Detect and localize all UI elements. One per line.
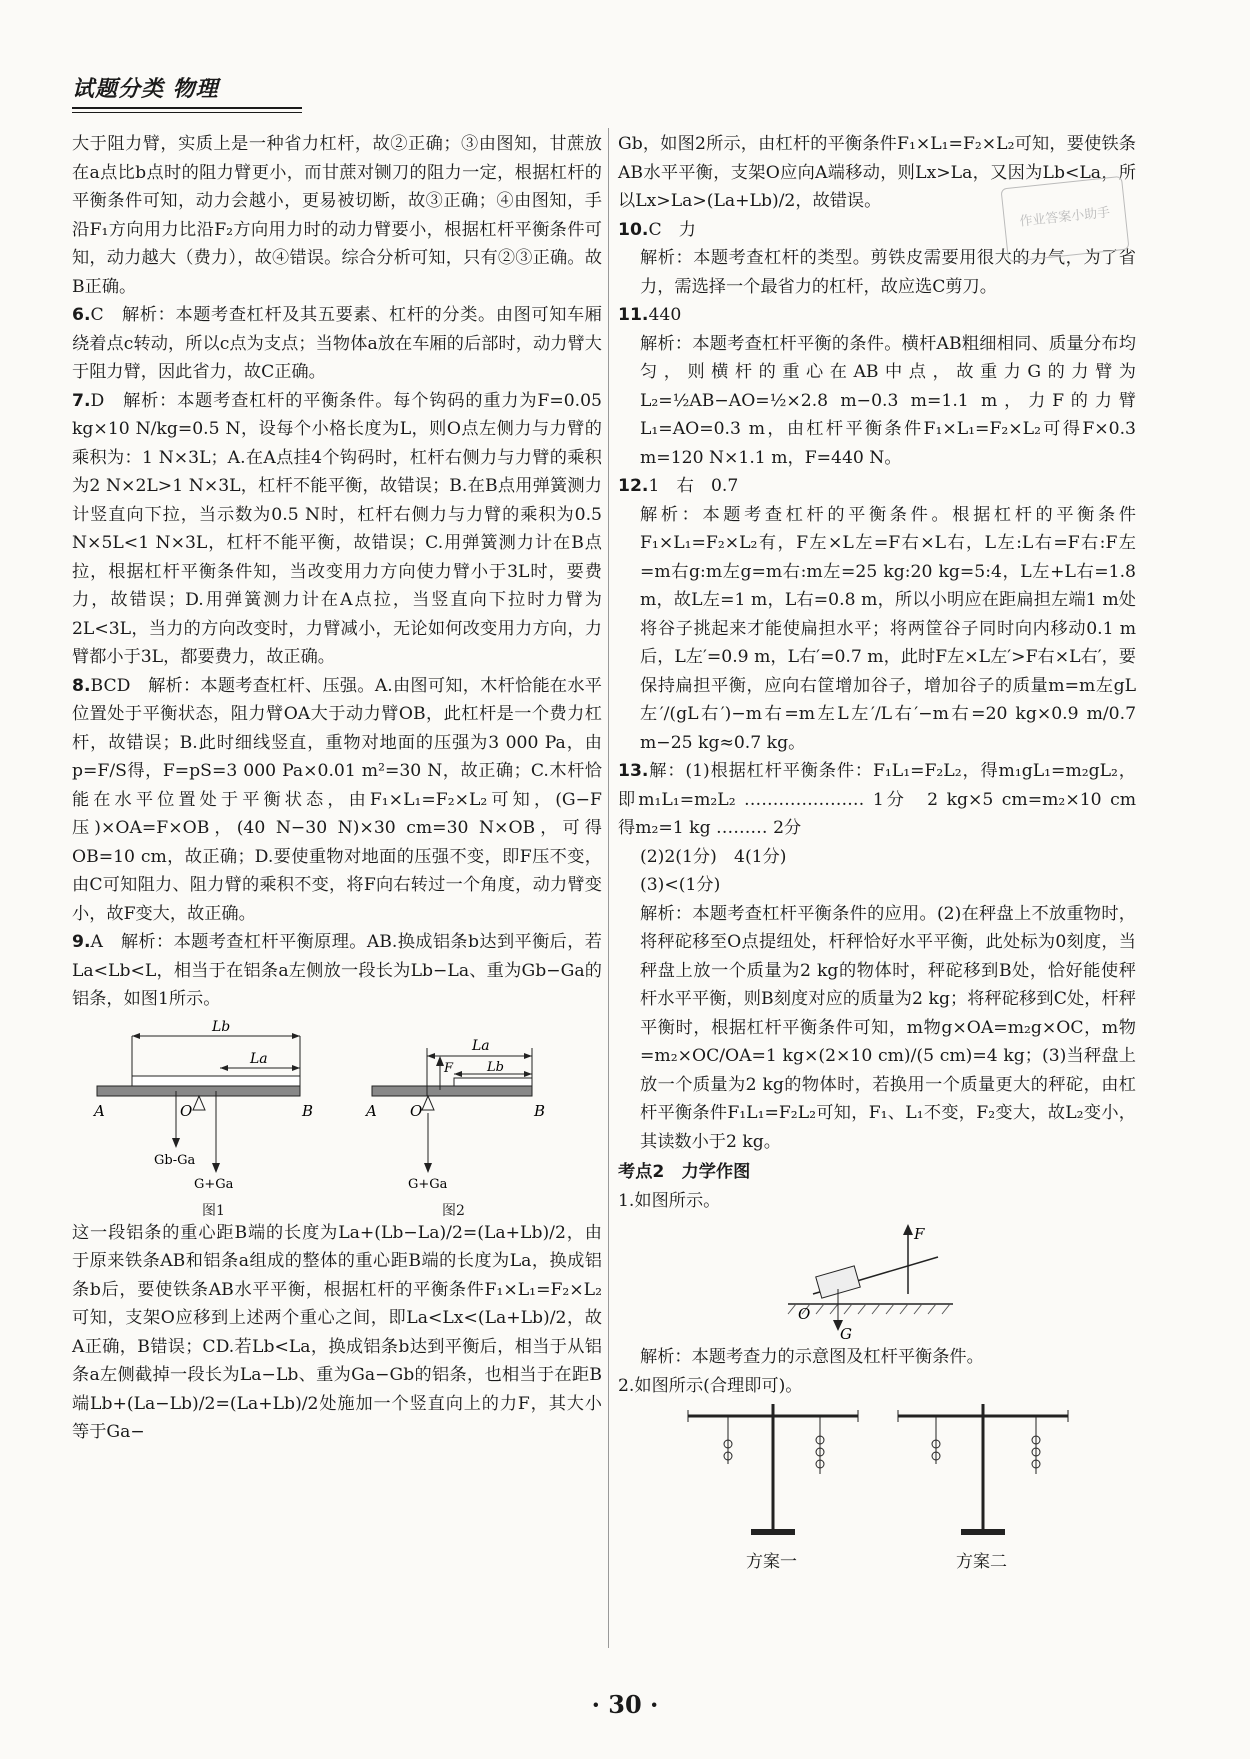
- question-13: [618, 757, 1154, 843]
- corner-stamp: 作业答案小助手: [1000, 176, 1129, 262]
- question-number: 11.: [618, 305, 649, 325]
- figure-2: [364, 1038, 545, 1192]
- fig2-b-label: B: [534, 1101, 546, 1120]
- question-text: 440: [648, 305, 682, 325]
- question-text: D 解析：本题考查杠杆的平衡条件。每个钩码的重力为F=0.05 kg×10 N/kg=0.5 N，设每个小格长度为L，则O点左侧力与力臂的乘积为：1 N×3L；A.在A点挂4个钩码时，杠杆右侧力与力臂的乘积为2 N×2L>1 N×3L，杠杆不能平衡，故错误；B.在B点用弹簧测力计竖直向下拉，当示数为0.5 N时，杠杆右侧力与力臂的乘积为0.5 N×5L<1 N×3L，杠杆不能平衡，故错误；C.用弹簧测力计在B点拉，根据杠杆平衡条件知，当改变用力方向使力臂小于3L时，要费力，故错误；D.用弹簧测力计在A点拉，当竖直向下拉时力臂为2L<3L，当力的方向改变时，力臂减小，无论如何改变用力方向，力臂都小于3L，都要费力，故正确。: [72, 390, 602, 667]
- question-number: 8.: [72, 675, 91, 696]
- lever-figures-1-2: [72, 1018, 592, 1193]
- page-header: [72, 72, 302, 113]
- header-title: 试题分类 物理: [72, 77, 219, 102]
- fig2-caption: 图2: [442, 1202, 465, 1219]
- fig2-lb-label: Lb: [487, 1059, 504, 1075]
- analysis: 解析：本题考查力的示意图及杠杆平衡条件。: [640, 1347, 984, 1367]
- force-g-label: G: [840, 1325, 852, 1339]
- figure-captions: [72, 1197, 602, 1219]
- fig1-lb-label: Lb: [212, 1018, 231, 1035]
- question-9: [72, 928, 602, 1014]
- question-text: C 解析：本题考查杠杆及其五要素、杠杆的分类。由图可知车厢绕着点c转动，所以c点为支点；当物体a放在车厢的后部时，动力臂大于阻力臂，因此省力，故C正确。: [72, 305, 602, 382]
- question-text: 解：(1)根据杠杆平衡条件：F₁L₁=F₂L₂，得m₁gL₁=m₂gL₂，即m₁L₁=m₂L₂ ………………… 1分 2 kg×5 cm=m₂×10 cm 得m₂=1 kg ……… 2分: [618, 761, 1154, 838]
- question-number: 12.: [618, 476, 649, 496]
- question-number: 13.: [618, 761, 649, 781]
- fig1-gb-ga-label: Gb-Ga: [154, 1152, 196, 1168]
- fig2-o-label: O: [410, 1101, 423, 1120]
- fig2-g-ga-label: G+Ga: [408, 1176, 448, 1192]
- fig1-la-label: La: [250, 1050, 268, 1067]
- balance-schemes: [618, 1404, 1128, 1544]
- section2-q1: 1.如图所示。: [618, 1190, 721, 1211]
- fig2-a-label: A: [366, 1101, 377, 1120]
- analysis: 解析：本题考查杠杆的类型。剪铁皮需要用很大的力气，为了省力，需选择一个最省力的杠杆，故应选C剪刀。: [640, 248, 1136, 297]
- plan2-caption: 方案二: [956, 1552, 1007, 1572]
- fig1-g-ga-label: G+Ga: [194, 1176, 234, 1192]
- analysis: 解析：本题考查杠杆平衡的条件。横杆AB粗细相同、质量分布均匀，则横杆的重心在AB中点，故重力G的力臂为L₂=½AB−AO=½×2.8 m−0.3 m=1.1 m，力F的力臂L₁=AO=0.3 m，由杠杆平衡条件F₁×L₁=F₂×L₂可得F×0.3 m=120 N×1.1 m，F=440 N。: [640, 333, 1136, 468]
- paragraph: 大于阻力臂，实质上是一种省力杠杆，故②正确；③由图知，甘蔗放在a点比b点时的阻力臂更小，而甘蔗对铡刀的阻力一定，根据杠杆的平衡条件可知，动力会越小，更易被切断，故③正确；④由图知，手沿F₁方向用力比沿F₂方向用力时的动力臂要小，根据杠杆平衡条件可知，动力越大（费力），故④错误。综合分析可知，只有②③正确。故B正确。: [72, 134, 602, 297]
- question-11: [618, 301, 1136, 330]
- question-number: 7.: [72, 390, 91, 411]
- page-number: · 30 ·: [591, 1690, 659, 1719]
- force-f-label: F: [914, 1225, 925, 1243]
- fig1-o-label: O: [180, 1101, 193, 1120]
- plan1-caption: 方案一: [746, 1552, 797, 1572]
- fig1-caption: 图1: [202, 1202, 225, 1219]
- question-text: 1 右 0.7: [648, 476, 739, 496]
- analysis: 解析：本题考查杠杆的平衡条件。根据杠杆的平衡条件F₁×L₁=F₂×L₂有，F左×L左=F右×L右，L左:L右=F右:F左=m右g:m左g=m右:m左=25 kg:20 kg=5:4，L左+L右=1.8 m，故L左=1 m，L右=0.8 m，所以小明应在距扁担左端1 m处将谷子挑起来才能使扁担水平；将两筐谷子同时向内移动0.1 m后，L左′=0.9 m，L右′=0.7 m，此时F左×L左′>F右×L右′，要保持扁担平衡，应向右筐增加谷子，增加谷子的质量m=m左gL左′/(gL右′)−m右=m左L左′/L右′−m右=20 kg×0.9 m/0.7 m−25 kg≈0.7 kg。: [640, 504, 1136, 753]
- paragraph: Gb，如图2所示，由杠杆的平衡条件F₁×L₁=F₂×L₂可知，要使铁条AB水平平衡，支架O应向A端移动，则Lx>La，又因为Lb<La，所以Lx>La>(La+Lb)/2，故错误。: [618, 134, 1136, 211]
- force-diagram: [618, 1219, 1128, 1339]
- question-number: 9.: [72, 932, 91, 952]
- pivot-o-label: O: [798, 1305, 811, 1323]
- left-column: [72, 130, 602, 1447]
- paragraph: 这一段铝条的重心距B端的长度为La+(Lb−La)/2=(La+Lb)/2，由于原来铁条AB和铝条a组成的整体的重心距B端的长度为La，换成铝条b后，要使铁条AB水平平衡，根据杠杆的平衡条件F₁×L₁=F₂×L₂可知，支架O应移到上述两个重心之间，即La<Lx<(La+Lb)/2，故A正确，B错误；CD.若Lb<La，换成铝条b达到平衡后，相当于从铝条a左侧截掉一段长为La−Lb、重为Ga−Gb的铝条，也相当于在距B端Lb+(La−Lb)/2=(La+Lb)/2处施加一个竖直向上的力F，其大小等于Ga−: [72, 1222, 602, 1442]
- section2-q2: 2.如图所示(合理即可)。: [618, 1375, 803, 1396]
- analysis: 解析：本题考查杠杆平衡条件的应用。(2)在秤盘上不放重物时，将秤砣移至O点提纽处，杆秤恰好水平平衡，此处标为0刻度，当秤盘上放一个质量为2 kg的物体时，秤砣移到B处，恰好能使秤杆水平平衡，则B刻度对应的质量为2 kg；将秤砣移到C处，杆秤平衡时，根据杠杆平衡条件可知，m物g×OA=m₂g×OC，m物=m₂×OC/OA=1 kg×(2×10 cm)/(5 cm)=4 kg；(3)当秤盘上放一个质量为2 kg的物体时，若换用一个质量更大的秤砣，由杠杆平衡条件F₁L₁=F₂L₂可知，F₁、L₁不变，F₂变大，故L₂变小，其读数小于2 kg。: [640, 903, 1136, 1152]
- right-column: [618, 130, 1154, 1572]
- answer-part-3: (3)<(1分): [640, 875, 721, 895]
- question-12: [618, 472, 1136, 501]
- header-rule-thin: [72, 112, 302, 113]
- fig1-a-label: A: [94, 1101, 105, 1120]
- header-rule: [72, 107, 302, 109]
- section-title: 考点2 力学作图: [618, 1162, 751, 1182]
- question-8: [72, 672, 602, 929]
- fig2-f-label: F: [444, 1060, 454, 1076]
- fig1-b-label: B: [302, 1101, 314, 1120]
- column-divider: [608, 128, 609, 1648]
- question-6: [72, 301, 602, 387]
- answer-part-2: (2)2(1分) 4(1分): [640, 846, 787, 867]
- question-number: 6.: [72, 305, 91, 325]
- fig2-la-label: La: [472, 1037, 490, 1054]
- figure-1: [92, 1019, 313, 1192]
- question-number: 10.: [618, 219, 649, 240]
- scheme-1: [688, 1404, 858, 1535]
- question-text: C 力: [648, 219, 696, 240]
- scheme-captions: [618, 1548, 1136, 1572]
- question-text: A 解析：本题考查杠杆平衡原理。AB.换成铝条b达到平衡后，若La<Lb<L，相当于在铝条a左侧放一段长为Lb−La、重为Gb−Ga的铝条，如图1所示。: [72, 932, 602, 1009]
- question-7: [72, 387, 602, 672]
- question-text: BCD 解析：本题考查杠杆、压强。A.由图可知，木杆恰能在水平位置处于平衡状态，阻力臂OA大于动力臂OB，此杠杆是一个费力杠杆，故错误；B.此时细线竖直，重物对地面的压强为3 000 Pa，由p=F/S得，F=pS=3 000 Pa×0.01 m²=30 N，故正确；C.木杆恰能在水平位置处于平衡状态，由F₁×L₁=F₂×L₂可知，(G−F压)×OA=F×OB，(40 N−30 N)×30 cm=30 N×OB，可得OB=10 cm，故正确；D.要使重物对地面的压强不变，即F压不变，由C可知阻力、阻力臂的乘积不变，将F向右转过一个角度，动力臂变小，故F变大，故正确。: [72, 675, 602, 924]
- scheme-2: [898, 1404, 1068, 1535]
